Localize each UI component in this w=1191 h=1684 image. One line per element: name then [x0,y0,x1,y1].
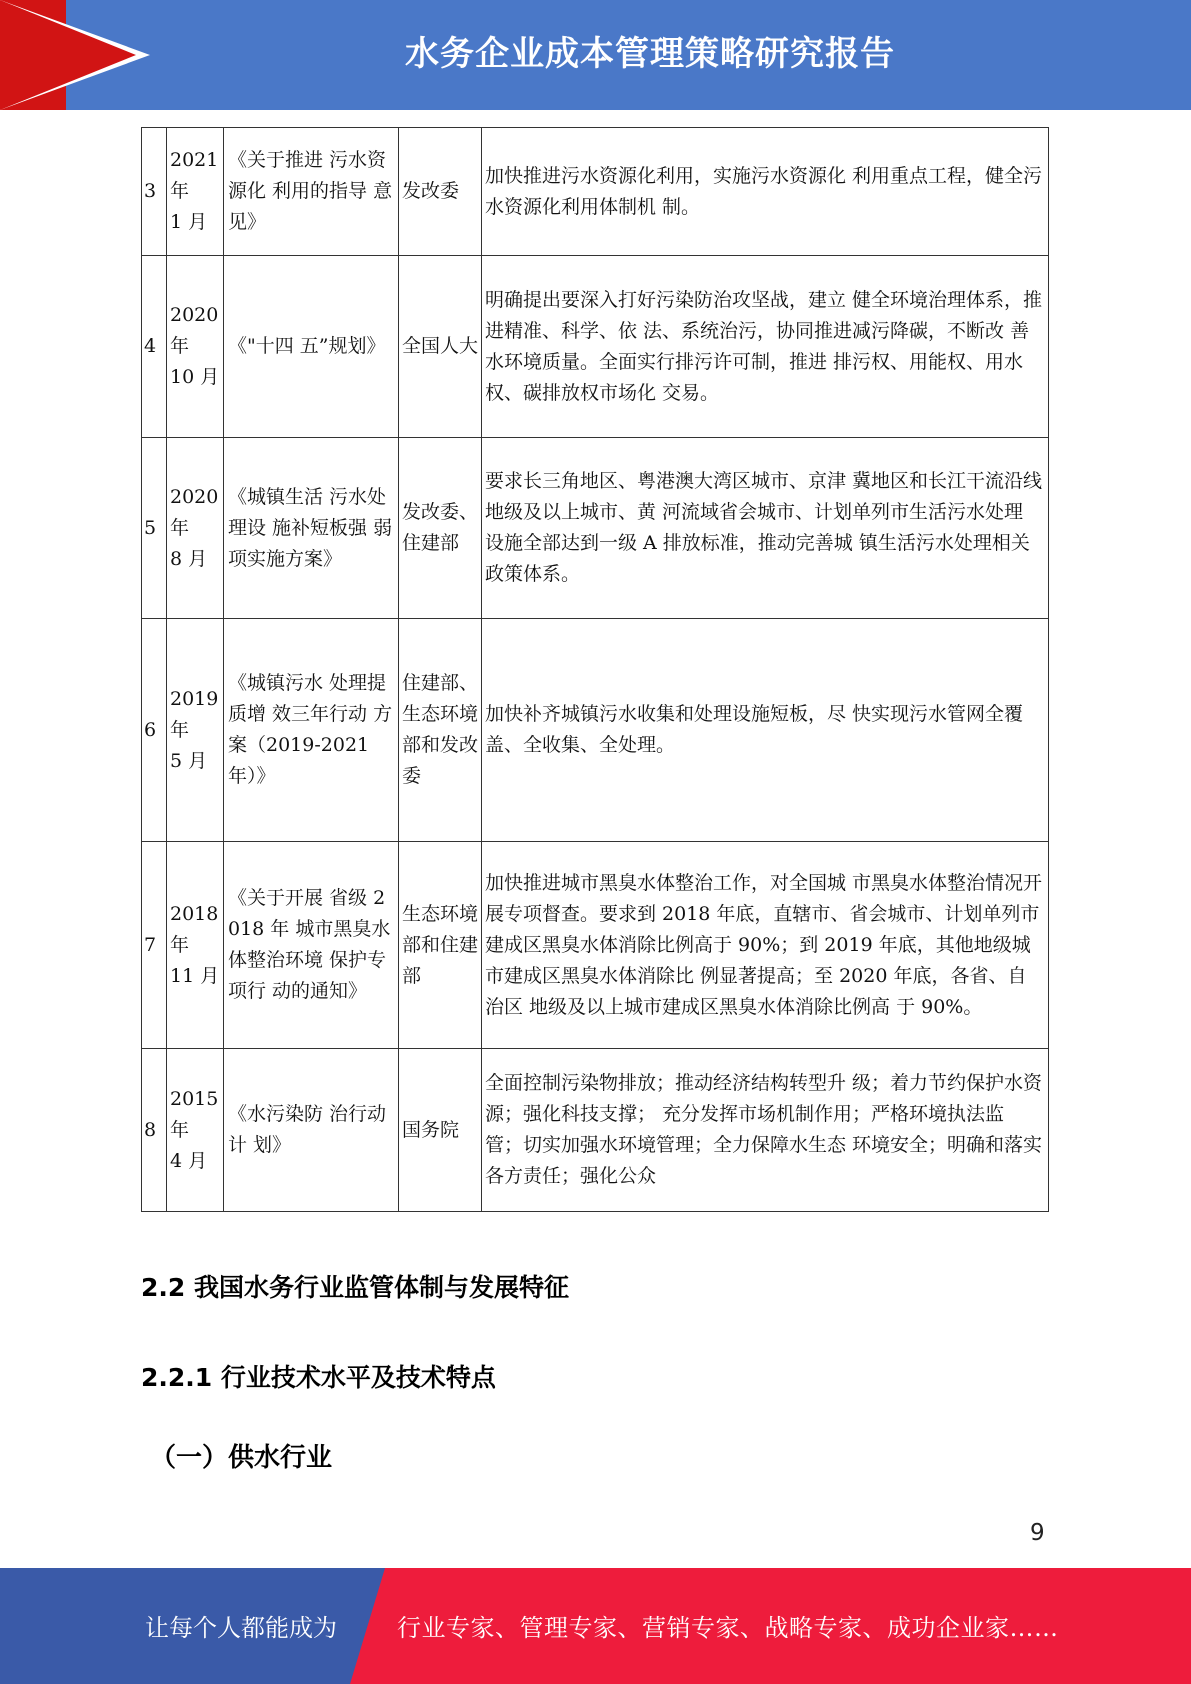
table-row [142,842,1049,1049]
table-row [142,619,1049,842]
row-description: 加快补齐城镇污水收集和处理设施短板，尽 快实现污水管网全覆盖、全收集、全处理。 [482,619,1049,842]
row-number: 6 [142,619,167,842]
row-issuer: 国务院 [399,1049,482,1212]
row-document: 《关于开展 省级 2018 年 城市黑臭水 体整治环境 保护专项行 动的通知》 [224,842,399,1049]
row-issuer: 发改委 [399,128,482,256]
row-number: 5 [142,438,167,619]
row-date: 2021 年 1 月 [167,128,224,256]
page-footer [0,1568,1191,1684]
row-number: 4 [142,256,167,438]
report-title: 水务企业成本管理策略研究报告 [405,34,895,74]
footer-slogan-left: 让每个人都能成为 [145,1614,337,1642]
row-date: 2020 年 8 月 [167,438,224,619]
footer-slogan-right: 行业专家、管理专家、营销专家、战略专家、成功企业家…… [397,1614,1059,1642]
table-row [142,438,1049,619]
row-issuer: 发改委、 住建部 [399,438,482,619]
row-document: 《城镇生活 污水处理设 施补短板强 弱项实施方案》 [224,438,399,619]
row-issuer: 全国人大 [399,256,482,438]
row-number: 3 [142,128,167,256]
row-date: 2020 年 10 月 [167,256,224,438]
row-document: 《"十四 五”规划》 [224,256,399,438]
row-issuer: 住建部、 生态环境部和发改委 [399,619,482,842]
row-date: 2015 年 4 月 [167,1049,224,1212]
row-description: 加快推进城市黑臭水体整治工作，对全国城 市黑臭水体整治情况开展专项督查。要求到 2018 年底，直辖市、省会城市、计划单列市 建成区黑臭水体消除比例高于 90%；到 2019 年底，其他地级城市建成区黑臭水体消除比 例显著提高；至 2020 年底，各省、自治区 地级及以上城市建成区黑臭水体消除比例高 于 90%。 [482,842,1049,1049]
table-row [142,128,1049,256]
row-description: 要求长三角地区、粤港澳大湾区城市、京津 冀地区和长江干流沿线地级及以上城市、黄 河流域省会城市、计划单列市生活污水处理 设施全部达到一级 A 排放标准，推动完善城 镇生活污水处理相关政策体系。 [482,438,1049,619]
row-date: 2019 年 5 月 [167,619,224,842]
table-row [142,1049,1049,1212]
row-issuer: 生态环境 部和住建 部 [399,842,482,1049]
row-description: 全面控制污染物排放；推动经济结构转型升 级；着力节约保护水资源；强化科技支撑； 充分发挥市场机制作用；严格环境执法监 管；切实加强水环境管理；全力保障水生态 环境安全；明确和落实各方责任；强化公众 [482,1049,1049,1212]
page-number: 9 [1030,1520,1045,1546]
table-row [142,256,1049,438]
row-document: 《关于推进 污水资源化 利用的指导 意见》 [224,128,399,256]
section-heading-2-2: 2.2 我国水务行业监管体制与发展特征 [141,1273,569,1302]
header-red-chevron [0,0,136,110]
row-date: 2018 年 11 月 [167,842,224,1049]
row-description: 明确提出要深入打好污染防治攻坚战，建立 健全环境治理体系，推进精准、科学、依 法、系统治污，协同推进减污降碳，不断改 善水环境质量。全面实行排污许可制，推进 排污权、用能权、用水权、碳排放权市场化 交易。 [482,256,1049,438]
row-document: 《城镇污水 处理提质增 效三年行动 方案（2019-2021 年）》 [224,619,399,842]
row-number: 8 [142,1049,167,1212]
page-header [0,0,1191,110]
row-description: 加快推进污水资源化利用，实施污水资源化 利用重点工程，健全污水资源化利用体制机 制。 [482,128,1049,256]
row-document: 《水污染防 治行动计 划》 [224,1049,399,1212]
policy-table [141,127,1049,1212]
section-heading-2-2-1: 2.2.1 行业技术水平及技术特点 [141,1363,496,1392]
row-number: 7 [142,842,167,1049]
subsection-heading-water-supply: （一）供水行业 [150,1443,333,1473]
